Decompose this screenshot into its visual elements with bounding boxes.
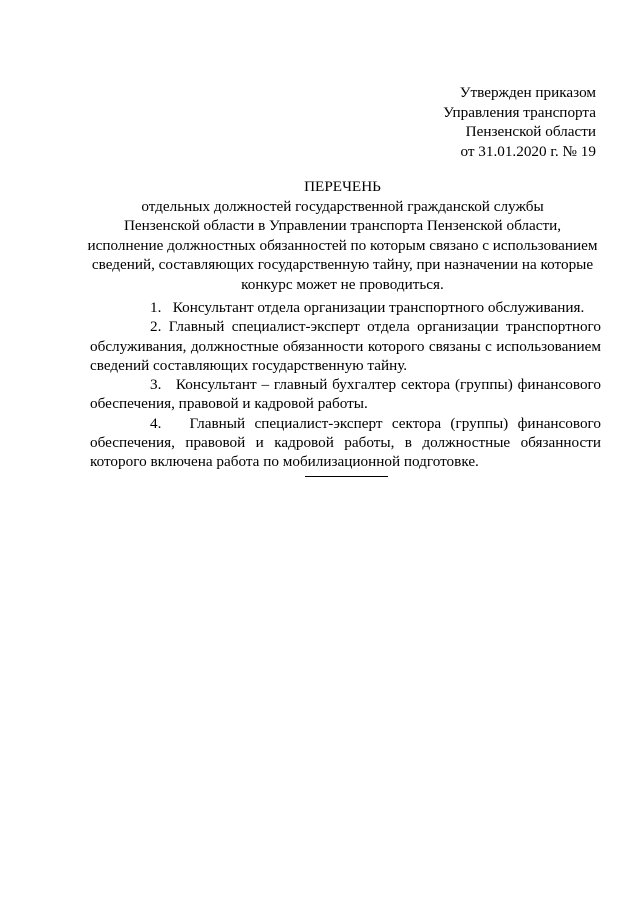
approval-line: Утвержден приказом	[459, 84, 596, 101]
list-item	[90, 414, 601, 472]
positions-list	[90, 298, 601, 472]
document-heading	[84, 177, 601, 294]
approval-line: Пензенской области	[465, 123, 596, 140]
heading-line: исполнение должностных обязанностей по которым связано с использованием	[87, 236, 598, 254]
approval-stamp	[443, 83, 596, 161]
approval-line: Управления транспорта	[443, 103, 596, 121]
approval-line: от 31.01.2020 г. № 19	[460, 142, 596, 160]
list-item-number: 2.	[150, 318, 162, 336]
list-item-text: Главный специалист-эксперт сектора (группы) финансового обеспечения, правовой и кадровой работы, в должностные обязанности которого включена работа по мобилизационной подготовке.	[90, 414, 601, 471]
heading-line: Пензенской области в Управлении транспорта Пензенской области,	[123, 217, 562, 234]
list-item-number: 1.	[150, 299, 162, 316]
list-item-number: 4.	[150, 414, 162, 432]
heading-line: конкурс может не проводиться.	[241, 275, 444, 293]
list-item-text: Консультант отдела организации транспортного обслуживания.	[172, 299, 585, 316]
list-item-text: Консультант – главный бухгалтер сектора (группы) финансового обеспечения, правовой и кадровой работы.	[90, 376, 602, 413]
closing-rule	[305, 476, 388, 477]
list-item	[90, 317, 601, 375]
document-title: ПЕРЕЧЕНЬ	[304, 178, 381, 195]
list-item-text: Главный специалист-эксперт отдела организации транспортного обслуживания, должностные обязанности которого связаны с использованием сведений составляющих государственную тайну.	[90, 318, 601, 374]
list-item	[90, 375, 601, 414]
heading-line: отдельных должностей государственной гражданской службы	[141, 197, 544, 215]
list-item	[90, 298, 601, 317]
list-item-number: 3.	[150, 376, 162, 394]
heading-line: сведений, составляющих государственную тайну, при назначении на которые	[91, 256, 594, 273]
